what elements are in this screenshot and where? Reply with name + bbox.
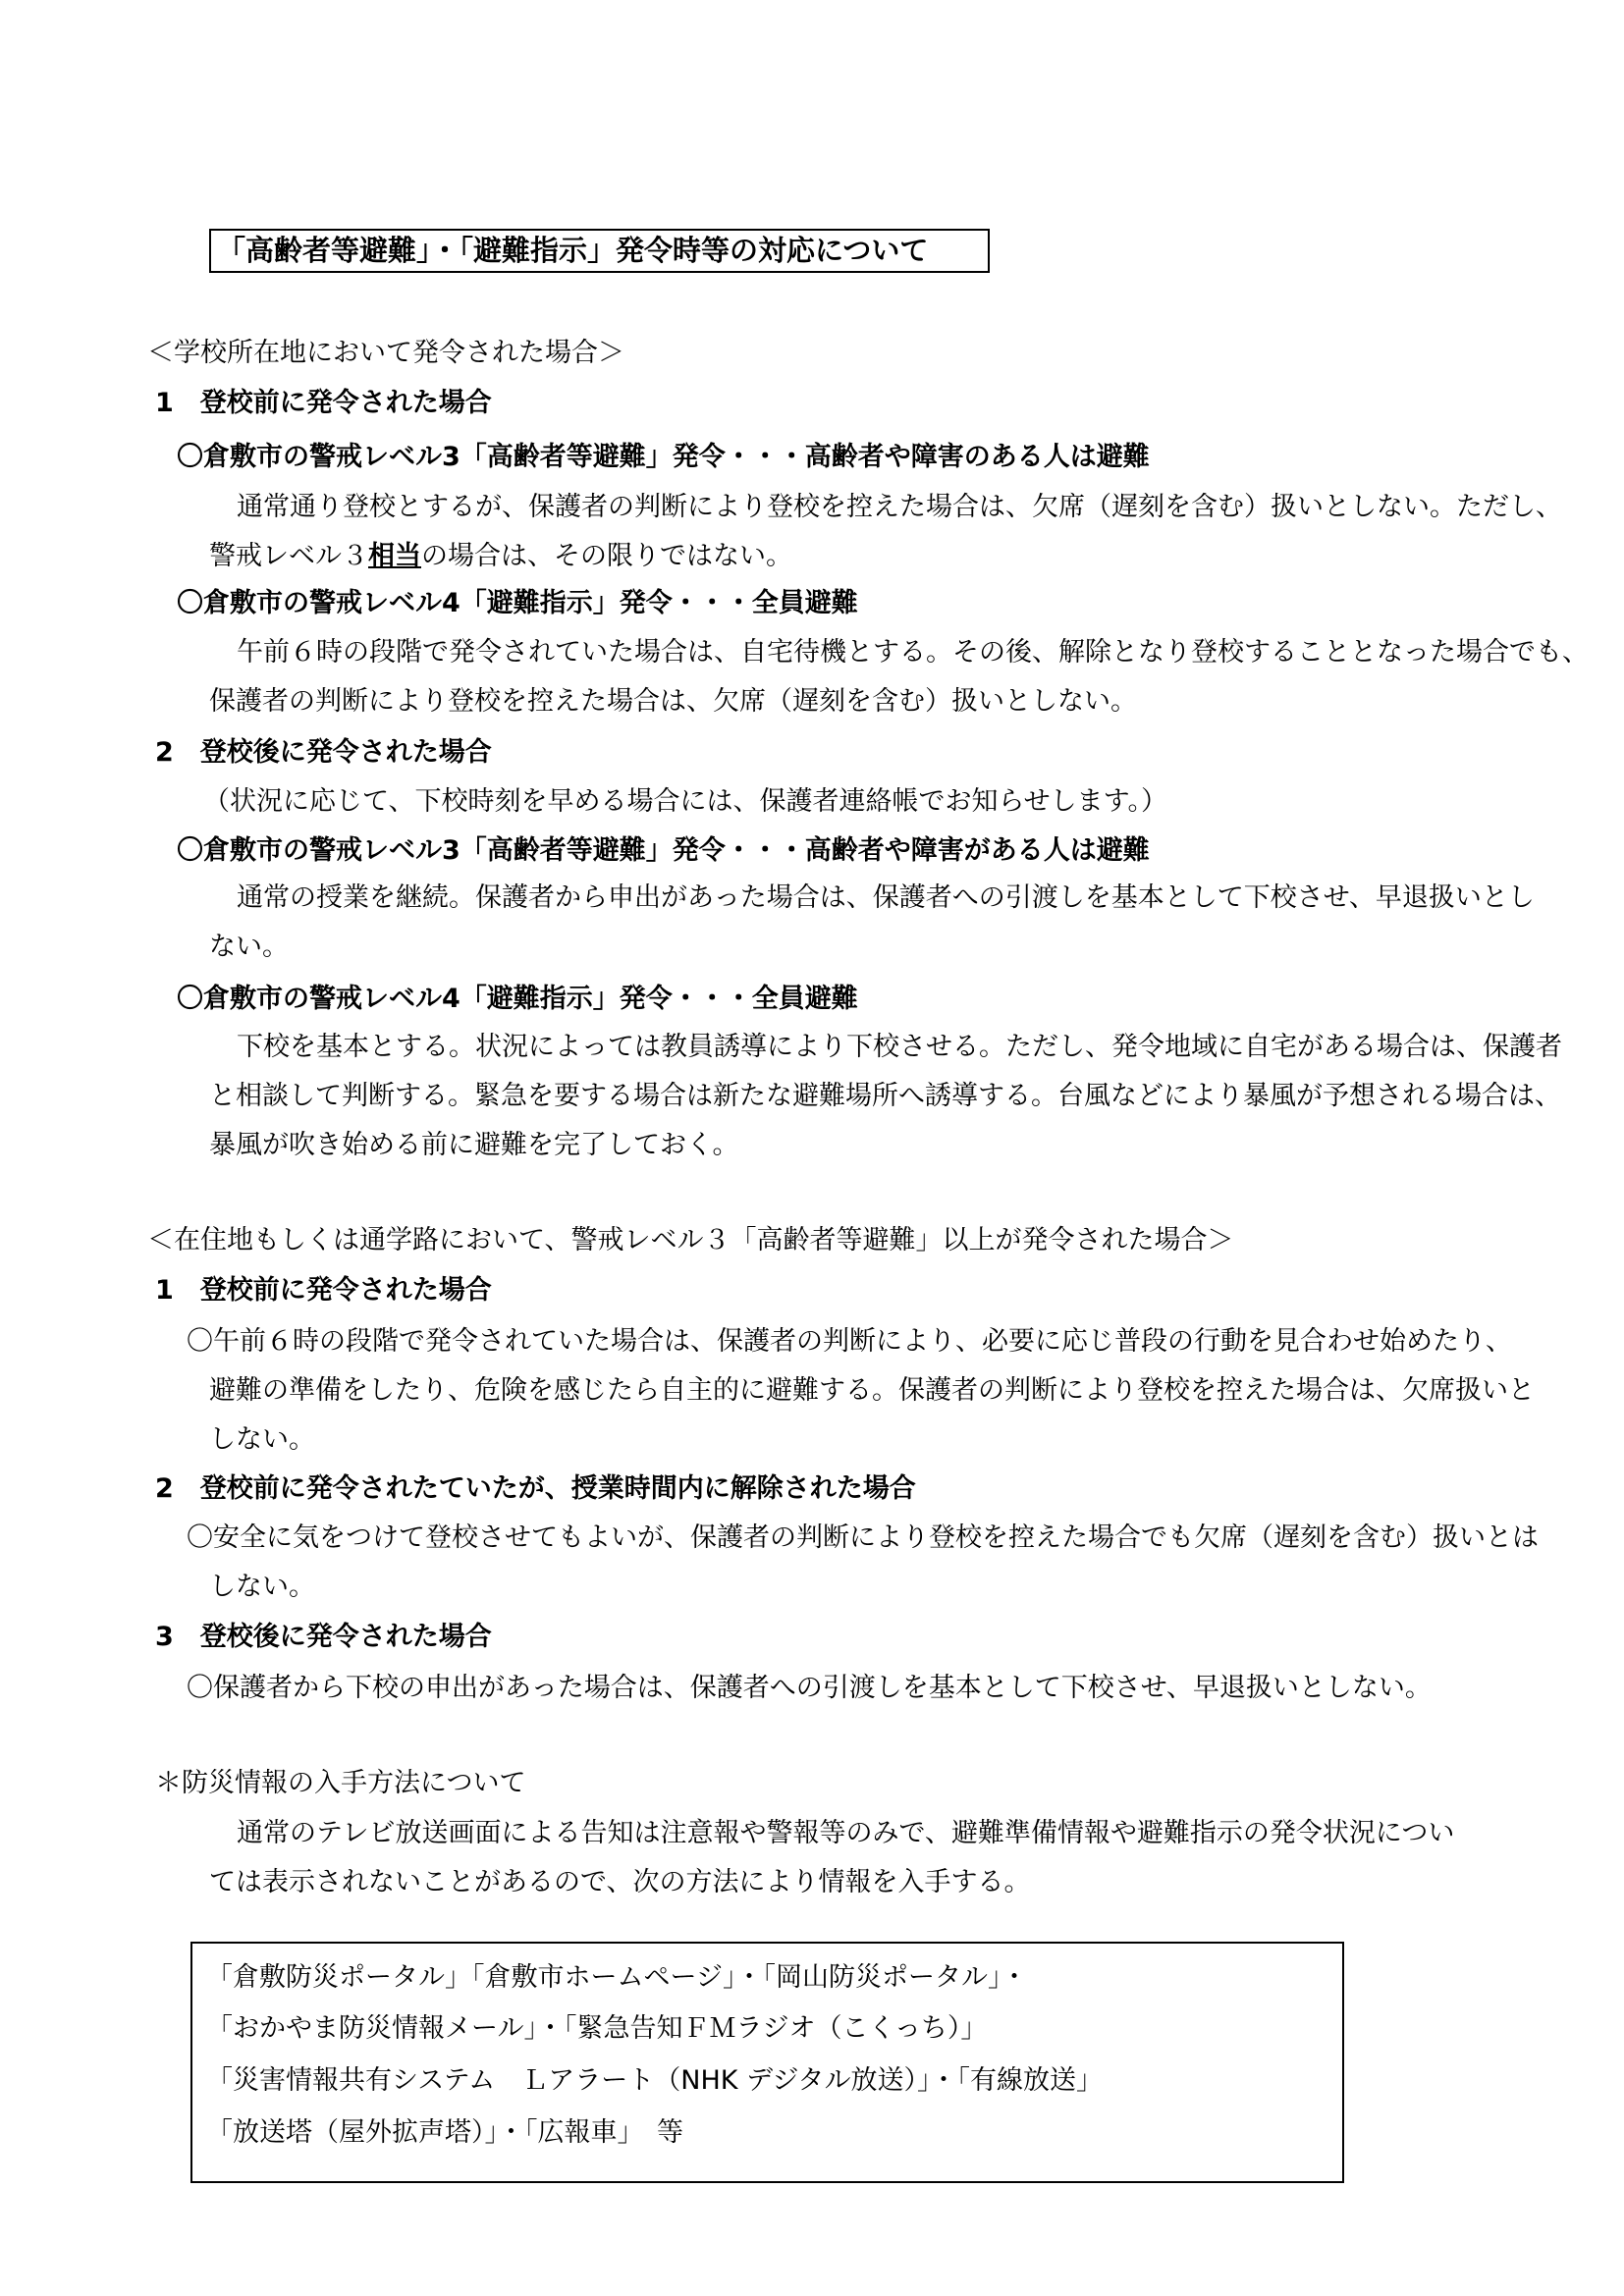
line2-post: の場合は、その限りではない。 — [421, 541, 792, 571]
section-a-item2-sub2-line1: 下校を基本とする。状況によっては教員誘導により下校させる。ただし、発令地域に自宅がある場合は、保護者 — [237, 1032, 1562, 1062]
section-a-item2-sub1-heading: 〇倉敷市の警戒レベル3「高齢者等避難」発令・・・高齢者や障害がある人は避難 — [177, 835, 1150, 866]
section-a-item2-sub1-line2: ない。 — [209, 932, 289, 962]
page-title: 「高齢者等避難」・「避難指示」発令時等の対応について — [217, 234, 929, 267]
info-line2: ては表示されないことがあるので、次の方法により情報を入手する。 — [209, 1867, 1031, 1897]
section-a-item1-sub2-line1: 午前６時の段階で発令されていた場合は、自宅待機とする。その後、解除となり登校することとなった場合でも、 — [237, 637, 1589, 667]
underlined-term: 相当 — [368, 541, 421, 571]
section-b-item1-line2: 避難の準備をしたり、危険を感じたら自主的に避難する。保護者の判断により登校を控えた場合は、欠席扱いと — [209, 1375, 1535, 1406]
section-a-item1-sub1-line1: 通常通り登校とするが、保護者の判断により登校を控えた場合は、欠席（遅刻を含む）扱いとしない。ただし、 — [237, 492, 1562, 522]
section-b-item1-line3: しない。 — [209, 1424, 315, 1455]
section-b-heading: ＜在住地もしくは通学路において、警戒レベル３「高齢者等避難」以上が発令された場合＞ — [147, 1225, 1234, 1255]
section-b-item2-label: 2 登校前に発令されたていたが、授業時間内に解除された場合 — [155, 1473, 916, 1504]
info-source-line: 「放送塔（屋外拡声塔）」・「広報車」 等 — [206, 2117, 683, 2148]
section-a-item2-sub1-line1: 通常の授業を継続。保護者から申出があった場合は、保護者への引渡しを基本として下校させ、早退扱いとし — [237, 882, 1535, 913]
section-b-item1-label: 1 登校前に発令された場合 — [155, 1275, 492, 1306]
section-b-item3-line1: 〇保護者から下校の申出があった場合は、保護者への引渡しを基本として下校させ、早退扱いとしない。 — [187, 1673, 1432, 1703]
line2-pre: 警戒レベル３ — [209, 541, 368, 571]
section-a-item2-label: 2 登校後に発令された場合 — [155, 737, 492, 768]
section-a-item2-sub2-heading: 〇倉敷市の警戒レベル4「避難指示」発令・・・全員避難 — [177, 984, 858, 1014]
section-b-item1-line1: 〇午前６時の段階で発令されていた場合は、保護者の判断により、必要に応じ普段の行動を見合わせ始めたり、 — [187, 1326, 1512, 1357]
info-source-line: 「倉敷防災ポータル」「倉敷市ホームページ」・「岡山防災ポータル」・ — [206, 1962, 1028, 1993]
section-a-item1-sub2-line2: 保護者の判断により登校を控えた場合は、欠席（遅刻を含む）扱いとしない。 — [209, 686, 1137, 717]
info-heading: ＊防災情報の入手方法について — [155, 1768, 526, 1798]
info-source-line: 「災害情報共有システム Ｌアラート（NHK デジタル放送）」・「有線放送」 — [206, 2065, 1103, 2096]
section-a-item1-label: 1 登校前に発令された場合 — [155, 388, 492, 418]
info-source-line: 「おかやま防災情報メール」・「緊急告知ＦＭラジオ（こくっち）」 — [206, 2013, 988, 2044]
section-a-item1-sub1-line2 — [209, 540, 792, 573]
section-a-item2-sub2-line3: 暴風が吹き始める前に避難を完了しておく。 — [209, 1130, 739, 1160]
section-b-item3-label: 3 登校後に発令された場合 — [155, 1622, 492, 1652]
info-line1: 通常のテレビ放送画面による告知は注意報や警報等のみで、避難準備情報や避難指示の発令状況につい — [237, 1818, 1455, 1848]
section-a-item1-sub2-heading: 〇倉敷市の警戒レベル4「避難指示」発令・・・全員避難 — [177, 588, 858, 618]
section-a-item2-sub2-line2: と相談して判断する。緊急を要する場合は新たな避難場所へ誘導する。台風などにより暴風が予想される場合は、 — [209, 1081, 1561, 1111]
section-a-item1-sub1-heading: 〇倉敷市の警戒レベル3「高齢者等避難」発令・・・高齢者や障害のある人は避難 — [177, 442, 1150, 472]
section-b-item2-line1: 〇安全に気をつけて登校させてもよいが、保護者の判断により登校を控えた場合でも欠席（遅刻を含む）扱いとは — [187, 1522, 1539, 1553]
section-b-item2-line2: しない。 — [209, 1572, 315, 1602]
section-a-item2-note: （状況に応じて、下校時刻を早める場合には、保護者連絡帳でお知らせします。） — [203, 786, 1167, 817]
section-a-heading: ＜学校所在地において発令された場合＞ — [147, 338, 624, 368]
